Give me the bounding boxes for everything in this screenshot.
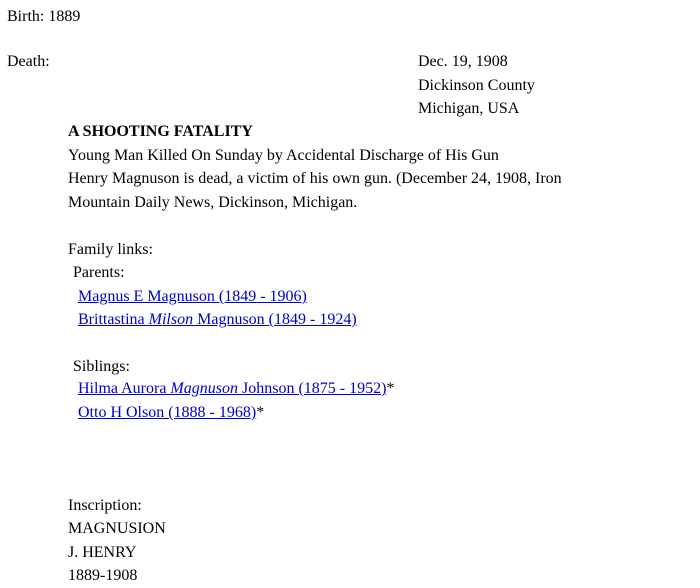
inscription-line: MAGNUSION — [68, 520, 166, 537]
inscription-label: Inscription: — [68, 497, 142, 514]
birth-label: Birth: — [7, 8, 45, 25]
link-text: Magnus E Magnuson (1849 - 1906) — [78, 288, 307, 305]
bio-subheadline: Young Man Killed On Sunday by Accidental Discharge of His Gun — [68, 147, 499, 164]
family-links-label: Family links: — [68, 241, 153, 258]
link-text: Johnson (1875 - 1952) — [237, 380, 387, 397]
parent-link[interactable] — [78, 311, 357, 328]
link-text-italic: Milson — [148, 311, 194, 328]
parent-link-row — [78, 286, 307, 308]
link-text: Hilma Aurora — [78, 380, 171, 397]
bio-line-2: Mountain Daily News, Dickinson, Michigan. — [68, 194, 358, 211]
link-text: Brittastina — [78, 311, 149, 328]
birth-value: 1889 — [48, 8, 81, 25]
parent-link-row — [78, 309, 357, 331]
sibling-link[interactable] — [78, 380, 386, 397]
bio-line-1: Henry Magnuson is dead, a victim of his own gun. (December 24, 1908, Iron — [68, 170, 562, 187]
death-date: Dec. 19, 1908 — [418, 53, 508, 70]
link-suffix: * — [256, 404, 265, 421]
death-county: Dickinson County — [418, 77, 535, 94]
bio-headline: A SHOOTING FATALITY — [68, 123, 253, 140]
death-label: Death: — [7, 53, 50, 70]
link-text: Otto H Olson (1888 - 1968) — [78, 404, 257, 421]
inscription-line: 1889-1908 — [68, 567, 138, 584]
death-place: Michigan, USA — [418, 100, 520, 117]
link-text-italic: Magnuson — [170, 380, 238, 397]
sibling-link-row — [78, 402, 264, 424]
link-suffix: * — [386, 380, 395, 397]
siblings-label: Siblings: — [73, 358, 130, 375]
link-text: Magnuson (1849 - 1924) — [193, 311, 357, 328]
birth-row — [7, 6, 80, 28]
sibling-link-row — [78, 378, 394, 400]
inscription-line: J. HENRY — [68, 544, 137, 561]
parent-link[interactable] — [78, 288, 307, 305]
parents-label: Parents: — [73, 264, 125, 281]
sibling-link[interactable] — [78, 404, 256, 421]
